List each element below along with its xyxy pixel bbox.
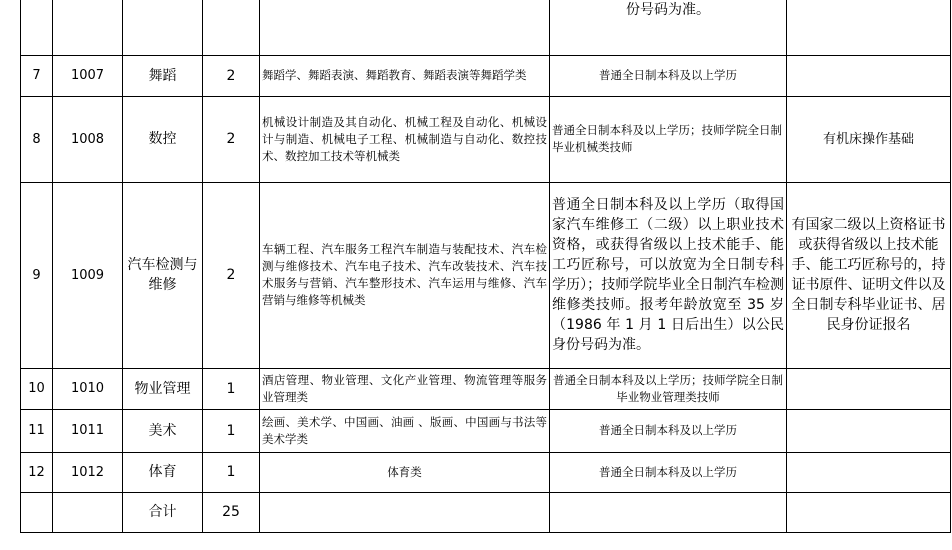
major-cell: 车辆工程、汽车服务工程汽车制造与装配技术、汽车检测与维修技术、汽车电子技术、汽车改装技术、汽车技术服务与营销、汽车整形技术、汽车运用与维修、汽车营销与维修等机械类: [260, 182, 550, 368]
major-cell: 绘画、美术学、中国画、油画 、版画、中国画与书法等美术学类: [260, 409, 550, 452]
name-cell: 汽车检测与维修: [123, 182, 203, 368]
name-cell: 物业管理: [123, 368, 203, 409]
count-cell: 2: [203, 55, 260, 96]
count-cell: 2: [203, 182, 260, 368]
major-cell: 体育类: [260, 452, 550, 492]
other-cell: 有国家二级以上资格证书或获得省级以上技术能手、能工巧匠称号的，持证书原件、证明文件以及全日制专科毕业证书、居民身份证报名: [787, 182, 951, 368]
name-cell: 舞蹈: [123, 55, 203, 96]
name-cell: 美术: [123, 409, 203, 452]
other-cell: 有机床操作基础: [787, 96, 951, 182]
seq-cell: 9: [21, 182, 53, 368]
other-cell: [787, 452, 951, 492]
table-row: [21, 182, 951, 368]
count-cell: [203, 0, 260, 55]
edu-cell: 份号码为准。: [550, 0, 787, 55]
seq-cell: 12: [21, 452, 53, 492]
other-cell: [787, 0, 951, 55]
name-cell: 体育: [123, 452, 203, 492]
seq-cell: 11: [21, 409, 53, 452]
positions-table: [20, 0, 951, 533]
edu-cell: 普通全日制本科及以上学历；技师学院全日制毕业物业管理类技师: [550, 368, 787, 409]
edu-cell: 普通全日制本科及以上学历: [550, 55, 787, 96]
table-row: [21, 96, 951, 182]
other-cell: [787, 409, 951, 452]
table-row: [21, 452, 951, 492]
major-cell: [260, 492, 550, 532]
code-cell: 1011: [53, 409, 123, 452]
seq-cell: 10: [21, 368, 53, 409]
seq-cell: [21, 0, 53, 55]
table-row: [21, 55, 951, 96]
edu-cell: 普通全日制本科及以上学历；技师学院全日制毕业机械类技师: [550, 96, 787, 182]
count-cell: 2: [203, 96, 260, 182]
code-cell: 1007: [53, 55, 123, 96]
other-cell: [787, 492, 951, 532]
count-cell: 1: [203, 452, 260, 492]
code-cell: 1009: [53, 182, 123, 368]
name-cell: 数控: [123, 96, 203, 182]
major-cell: 舞蹈学、舞蹈表演、舞蹈教育、舞蹈表演等舞蹈学类: [260, 55, 550, 96]
other-cell: [787, 55, 951, 96]
seq-cell: 8: [21, 96, 53, 182]
count-cell: 1: [203, 409, 260, 452]
seq-cell: 7: [21, 55, 53, 96]
code-cell: 1012: [53, 452, 123, 492]
seq-cell: [21, 492, 53, 532]
total-count: 25: [203, 492, 260, 532]
code-cell: [53, 492, 123, 532]
edu-cell: [550, 492, 787, 532]
edu-cell: 普通全日制本科及以上学历: [550, 452, 787, 492]
major-cell: [260, 0, 550, 55]
count-cell: 1: [203, 368, 260, 409]
table-row: [21, 409, 951, 452]
major-cell: 机械设计制造及其自动化、机械工程及自动化、机械设计与制造、机械电子工程、机械制造与自动化、数控技术、数控加工技术等机械类: [260, 96, 550, 182]
code-cell: [53, 0, 123, 55]
total-row: [21, 492, 951, 532]
edu-cell: 普通全日制本科及以上学历: [550, 409, 787, 452]
major-cell: 酒店管理、物业管理、文化产业管理、物流管理等服务业管理类: [260, 368, 550, 409]
name-cell: [123, 0, 203, 55]
total-label: 合计: [123, 492, 203, 532]
code-cell: 1010: [53, 368, 123, 409]
edu-cell: 普通全日制本科及以上学历（取得国家汽车维修工（二级）以上职业技术资格，或获得省级以上技术能手、能工巧匠称号，可以放宽为全日制专科学历）；技师学院毕业全日制汽车检测维修类技师。报考年龄放宽至 35 岁（1986 年 1 月 1 日后出生）以公民身份号码为准。: [550, 182, 787, 368]
table-row-continued: [21, 0, 951, 55]
table-row: [21, 368, 951, 409]
code-cell: 1008: [53, 96, 123, 182]
other-cell: [787, 368, 951, 409]
